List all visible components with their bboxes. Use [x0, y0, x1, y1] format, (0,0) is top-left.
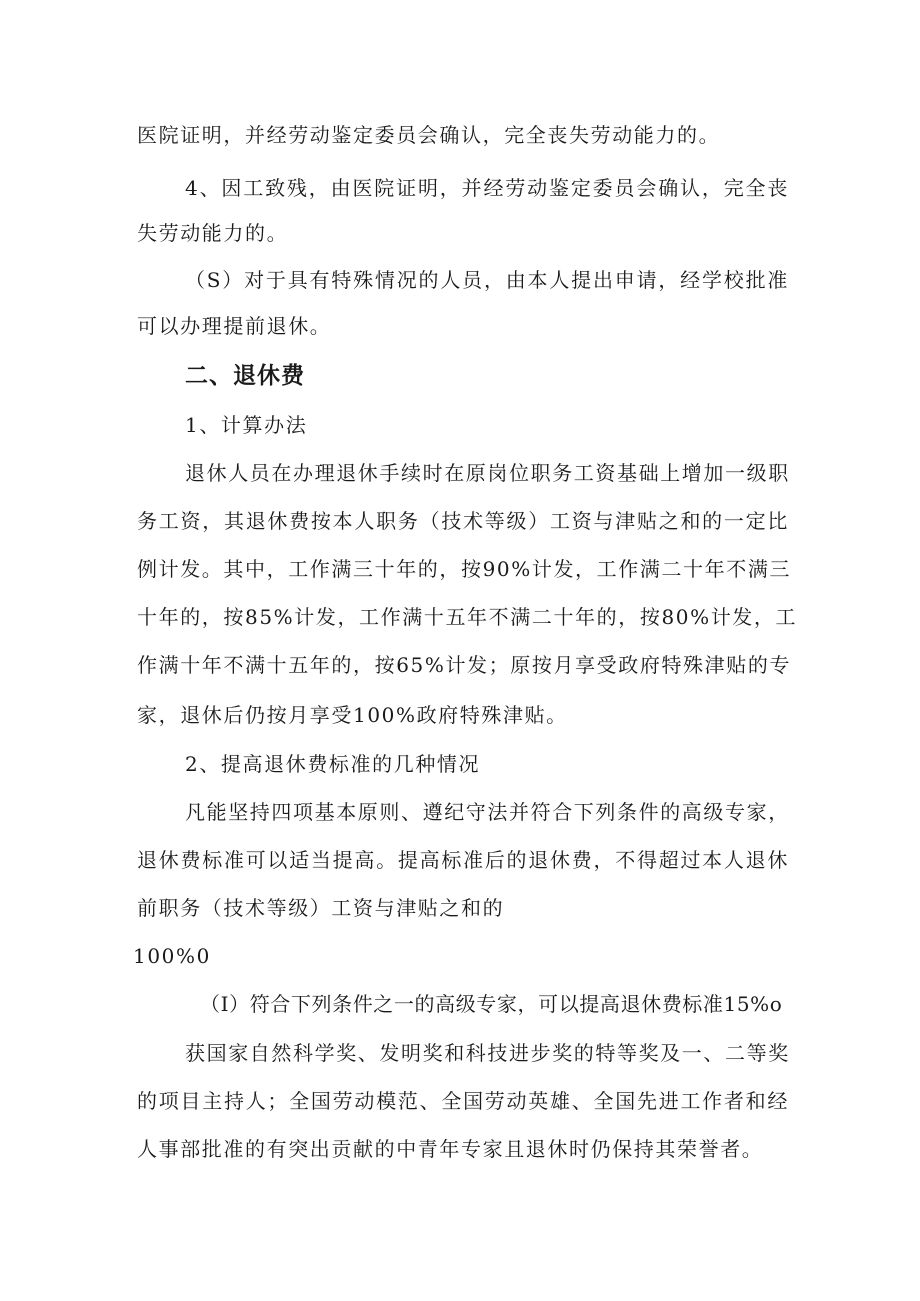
text-line: 务工资，其退休费按本人职务（技术等级）工资与津贴之和的一定比 [137, 509, 789, 533]
text-line: 获国家自然科学奖、发明奖和科技进步奖的特等奖及一、二等奖 [185, 1041, 790, 1065]
text-line: 人事部批准的有突出贡献的中青年专家且退休时仍保持其荣誉者。 [137, 1137, 764, 1161]
text-line: 例计发。其中，工作满三十年的，按90%计发，工作满二十年不满三 [137, 557, 792, 581]
text-line: 退休人员在办理退休手续时在原岗位职务工资基础上增加一级职 [185, 461, 790, 485]
text-line: 前职务（技术等级）工资与津贴之和的 [137, 896, 505, 920]
text-line: 退休费标准可以适当提高。提高标准后的退休费，不得超过本人退休 [137, 848, 789, 872]
text-line: 失劳动能力的。 [137, 221, 289, 245]
text-line: 家，退休后仍按月享受100%政府特殊津贴。 [137, 703, 568, 727]
text-line: 医院证明，并经劳动鉴定委员会确认，完全丧失劳动能力的。 [137, 123, 721, 147]
section-heading: 二、退休费 [185, 363, 305, 389]
text-line: （S）对于具有特殊情况的人员，由本人提出申请，经学校批准 [185, 268, 789, 292]
text-line: 作满十年不满十五年的，按65%计发；原按月享受政府特殊津贴的专 [137, 653, 792, 677]
text-line: 十年的，按85%计发，工作满十五年不满二十年的，按80%计发，工 [137, 605, 798, 629]
subsection-heading: 1、计算办法 [185, 413, 308, 437]
subsection-heading: 2、提高退休费标准的几种情况 [185, 752, 481, 776]
text-line: 凡能坚持四项基本原则、遵纪守法并符合下列条件的高级专家， [185, 800, 790, 824]
text-line: 的项目主持人；全国劳动模范、全国劳动英雄、全国先进工作者和经 [137, 1089, 789, 1113]
text-line: 100%0 [133, 944, 211, 968]
text-line: 4、因工致残，由医院证明，并经劳动鉴定委员会确认，完全丧 [185, 176, 789, 200]
text-line: 可以办理提前退休。 [137, 314, 332, 338]
text-line: （I）符合下列条件之一的高级专家，可以提高退休费标准15%o [200, 992, 783, 1016]
